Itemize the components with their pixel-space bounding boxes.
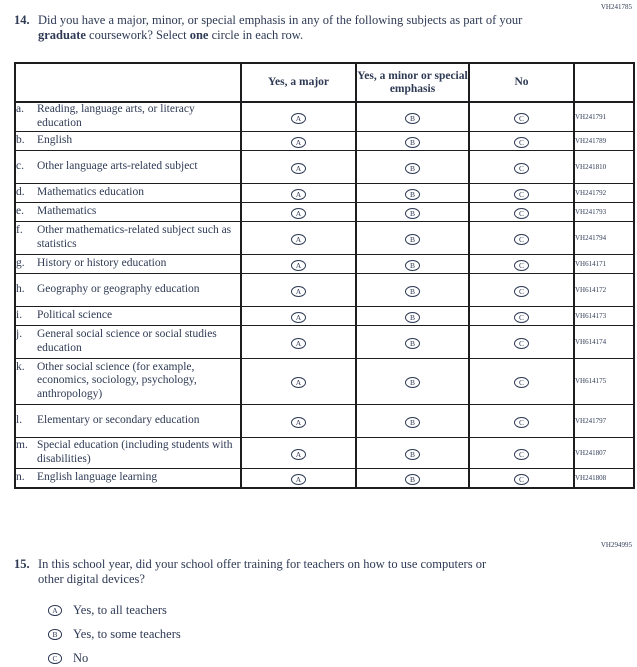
row-subject: History or history education — [37, 256, 167, 269]
row-code: VH614175 — [574, 358, 634, 404]
option-circle-c[interactable]: C — [48, 653, 62, 664]
table-row — [15, 131, 634, 150]
question-15-code: VH294995 — [600, 541, 632, 549]
option-circle-a[interactable]: A — [291, 338, 306, 349]
option-circle-b[interactable]: B — [48, 629, 62, 640]
option-circle-b[interactable]: B — [405, 338, 420, 349]
option-circle-a[interactable]: A — [291, 260, 306, 271]
table-row — [15, 183, 634, 202]
option-circle-c[interactable]: C — [514, 449, 529, 460]
option-circle-a[interactable]: A — [291, 286, 306, 297]
row-code: VH614173 — [574, 306, 634, 325]
row-letter: i. — [16, 308, 23, 321]
row-code: VH614172 — [574, 273, 634, 306]
row-letter: m. — [16, 439, 28, 451]
option-circle-a[interactable]: A — [291, 417, 306, 428]
option-circle-c[interactable]: C — [514, 234, 529, 245]
option-circle-b[interactable]: B — [405, 113, 420, 124]
row-letter: l. — [16, 413, 23, 426]
row-subject: Elementary or secondary education — [37, 413, 200, 426]
option-circle-c[interactable]: C — [514, 163, 529, 174]
option-circle-b[interactable]: B — [405, 474, 420, 485]
option-circle-a[interactable]: A — [291, 137, 306, 148]
row-code: VH241797 — [574, 404, 634, 437]
option-circle-b[interactable]: B — [405, 208, 420, 219]
question-14-code: VH241785 — [600, 3, 632, 11]
option-label: Yes, to some teachers — [73, 627, 181, 641]
option-circle-c[interactable]: C — [514, 137, 529, 148]
option-circle-b[interactable]: B — [405, 189, 420, 200]
table-row — [15, 325, 634, 358]
question-15-text: In this school year, did your school offer training for teachers on how to use computers or other digital devices? — [38, 557, 487, 586]
option-circle-c[interactable]: C — [514, 474, 529, 485]
option-circle-c[interactable]: C — [514, 338, 529, 349]
option-circle-a[interactable]: A — [291, 449, 306, 460]
option-circle-c[interactable]: C — [514, 113, 529, 124]
radio-option — [48, 604, 181, 617]
option-circle-a[interactable]: A — [291, 312, 306, 323]
option-circle-a[interactable]: A — [291, 163, 306, 174]
question-14-text: Did you have a major, minor, or special emphasis in any of the following subjects as part of your graduate coursework? Select one circle in each row. — [38, 13, 523, 42]
row-subject: Mathematics — [37, 204, 97, 217]
option-circle-b[interactable]: B — [405, 449, 420, 460]
row-code: VH241794 — [574, 221, 634, 254]
row-subject: English language learning — [37, 470, 158, 483]
row-letter: a. — [16, 103, 24, 116]
option-circle-c[interactable]: C — [514, 312, 529, 323]
question-14-table — [14, 62, 635, 489]
row-subject: English — [37, 133, 73, 146]
row-code: VH241808 — [574, 468, 634, 488]
table-row — [15, 202, 634, 221]
row-letter: f. — [16, 224, 23, 236]
option-circle-c[interactable]: C — [514, 189, 529, 200]
table-row — [15, 254, 634, 273]
option-circle-a[interactable]: A — [291, 474, 306, 485]
option-circle-a[interactable]: A — [48, 605, 62, 616]
option-circle-b[interactable]: B — [405, 312, 420, 323]
row-code: VH241810 — [574, 150, 634, 183]
row-letter: h. — [16, 282, 25, 295]
radio-option — [48, 652, 181, 665]
option-circle-c[interactable]: C — [514, 377, 529, 388]
radio-option — [48, 628, 181, 641]
option-label: No — [73, 651, 89, 665]
row-letter: d. — [16, 185, 25, 198]
header-yes-major: Yes, a major — [241, 63, 356, 102]
row-subject: Geography or geography education — [37, 282, 200, 295]
option-circle-b[interactable]: B — [405, 137, 420, 148]
row-subject: General social science or social studies education — [37, 328, 217, 354]
row-subject: Political science — [37, 308, 113, 321]
table-row — [15, 468, 634, 488]
option-circle-c[interactable]: C — [514, 417, 529, 428]
row-code: VH241789 — [574, 131, 634, 150]
option-circle-a[interactable]: A — [291, 113, 306, 124]
row-letter: n. — [16, 470, 25, 483]
row-code: VH241793 — [574, 202, 634, 221]
option-circle-a[interactable]: A — [291, 208, 306, 219]
option-circle-a[interactable]: A — [291, 377, 306, 388]
option-circle-b[interactable]: B — [405, 163, 420, 174]
question-14 — [14, 13, 560, 43]
row-letter: c. — [16, 159, 24, 172]
option-circle-b[interactable]: B — [405, 417, 420, 428]
row-letter: k. — [16, 360, 25, 373]
row-subject: Other language arts-related subject — [37, 159, 198, 172]
question-15 — [14, 557, 500, 587]
header-subject-blank — [15, 63, 241, 102]
table-row — [15, 150, 634, 183]
row-code: VH241792 — [574, 183, 634, 202]
header-no: No — [469, 63, 574, 102]
table-row — [15, 437, 634, 468]
row-letter: j. — [16, 328, 23, 340]
table-row — [15, 306, 634, 325]
option-circle-c[interactable]: C — [514, 260, 529, 271]
table-header-row — [15, 63, 634, 102]
option-circle-b[interactable]: B — [405, 234, 420, 245]
option-circle-b[interactable]: B — [405, 286, 420, 297]
option-circle-b[interactable]: B — [405, 377, 420, 388]
table-row — [15, 358, 634, 404]
row-subject: Special education (including students with disabilities) — [37, 439, 233, 465]
question-15-options — [48, 604, 181, 667]
row-subject: Reading, language arts, or literacy education — [37, 103, 195, 129]
option-circle-b[interactable]: B — [405, 260, 420, 271]
table-row — [15, 404, 634, 437]
row-code: VH614174 — [574, 325, 634, 358]
option-circle-c[interactable]: C — [514, 286, 529, 297]
row-letter: g. — [16, 256, 25, 269]
question-15-number: 15. — [14, 557, 30, 571]
row-letter: b. — [16, 133, 25, 146]
option-circle-a[interactable]: A — [291, 189, 306, 200]
row-subject: Other social science (for example, economics, sociology, psychology, anthropology) — [37, 360, 197, 400]
table-row — [15, 221, 634, 254]
header-code-blank — [574, 63, 634, 102]
row-letter: e. — [16, 204, 24, 217]
header-yes-minor: Yes, a minor or special emphasis — [356, 63, 469, 102]
option-circle-a[interactable]: A — [291, 234, 306, 245]
row-code: VH241791 — [574, 102, 634, 131]
row-code: VH614171 — [574, 254, 634, 273]
table-row — [15, 102, 634, 131]
row-subject: Other mathematics-related subject such as statistics — [37, 224, 232, 250]
row-subject: Mathematics education — [37, 185, 144, 198]
table-row — [15, 273, 634, 306]
row-code: VH241807 — [574, 437, 634, 468]
option-label: Yes, to all teachers — [73, 603, 167, 617]
question-14-number: 14. — [14, 13, 30, 27]
option-circle-c[interactable]: C — [514, 208, 529, 219]
